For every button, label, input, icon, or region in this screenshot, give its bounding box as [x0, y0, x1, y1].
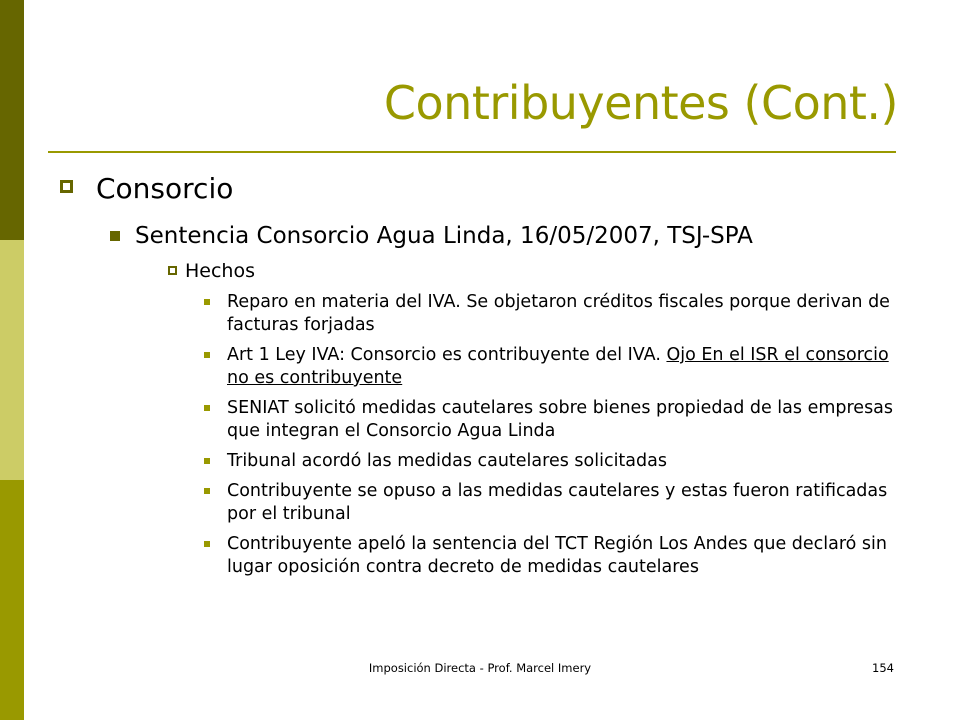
slide-title: Contribuyentes (Cont.)	[383, 76, 898, 130]
small-square-bullet-icon	[204, 488, 210, 494]
list-item	[227, 480, 907, 526]
level2-heading: Sentencia Consorcio Agua Linda, 16/05/2007, TSJ-SPA	[135, 223, 753, 249]
level3-heading: Hechos	[185, 260, 255, 282]
title-divider	[48, 151, 896, 153]
list-item	[227, 397, 907, 443]
small-square-bullet-icon	[204, 458, 210, 464]
hollow-square-bullet-icon	[60, 180, 73, 193]
small-square-bullet-icon	[204, 541, 210, 547]
small-square-bullet-icon	[204, 352, 210, 358]
list-item-text: Tribunal acordó las medidas cautelares solicitadas	[227, 451, 667, 471]
list-item-text: Contribuyente apeló la sentencia del TCT Región Los Andes que declaró sin lugar oposición contra decreto de medidas cautelares	[227, 534, 888, 577]
small-hollow-square-bullet-icon	[168, 266, 177, 275]
list-item	[227, 344, 907, 390]
side-bar-bottom	[0, 480, 24, 720]
list-item	[227, 533, 907, 579]
list-item-text: SENIAT solicitó medidas cautelares sobre bienes propiedad de las empresas que integran el Consorcio Agua Linda	[227, 398, 894, 441]
list-item-text: Contribuyente se opuso a las medidas cautelares y estas fueron ratificadas por el tribunal	[227, 481, 888, 524]
list-item	[227, 450, 907, 473]
page-number: 154	[872, 661, 894, 675]
slide-footer: Imposición Directa - Prof. Marcel Imery	[368, 661, 592, 675]
side-bar-top	[0, 0, 24, 240]
small-square-bullet-icon	[204, 299, 210, 305]
list-item	[227, 291, 907, 337]
facts-list	[227, 291, 907, 586]
small-square-bullet-icon	[204, 405, 210, 411]
list-item-text: Reparo en materia del IVA. Se objetaron créditos fiscales porque derivan de facturas forjadas	[227, 292, 890, 335]
level1-heading: Consorcio	[96, 172, 234, 205]
side-bar-middle	[0, 240, 24, 480]
underlined-note: Ojo En el ISR el consorcio no es contribuyente	[227, 345, 889, 388]
list-item-text: Art 1 Ley IVA: Consorcio es contribuyente del IVA.	[227, 345, 667, 365]
filled-square-bullet-icon	[110, 231, 120, 241]
